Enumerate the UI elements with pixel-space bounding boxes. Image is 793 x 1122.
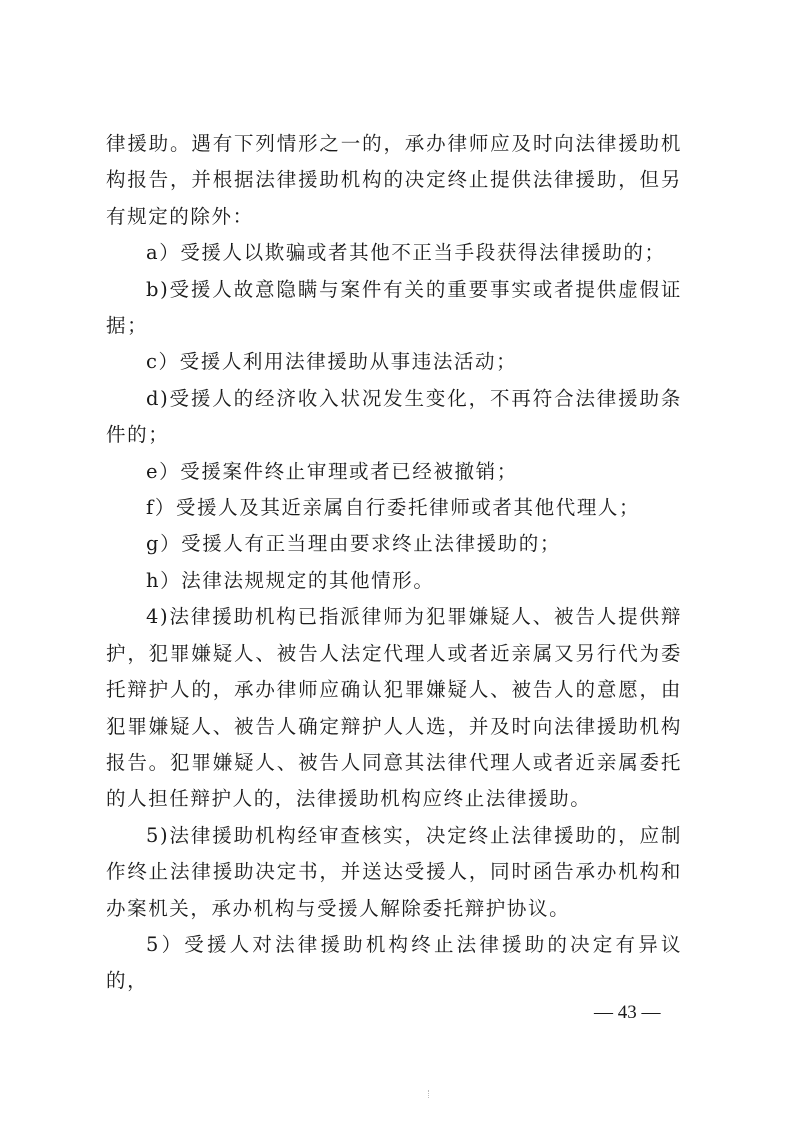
list-item-a: a）受援人以欺骗或者其他不正当手段获得法律援助的；	[146, 241, 666, 265]
list-item-f: f）受援人及其近亲属自行委托律师或者其他代理人；	[146, 496, 641, 520]
paragraph-clause-5: 5)法律援助机构经审查核实，决定终止法律援助的，应制作终止法律援助决定书，并送达受援人，同时函告承办机构和办案机关，承办机构与受援人解除委托辩护协议。	[106, 823, 682, 920]
paragraph-continuation: 律援助。遇有下列情形之一的，承办律师应及时向法律援助机构报告，并根据法律援助机构的决定终止提供法律援助，但另有规定的除外：	[106, 132, 682, 228]
list-item-d: d)受援人的经济收入状况发生变化，不再符合法律援助条件的；	[106, 386, 682, 447]
list-item-h: h）法律法规规定的其他情形。	[146, 568, 435, 592]
page-number: — 43 —	[594, 1002, 661, 1023]
paragraph-clause-5-objection: 5）受援人对法律援助机构终止法律援助的决定有异议的，	[106, 932, 682, 993]
document-body	[106, 126, 682, 1000]
list-item-e: e）受援案件终止审理或者已经被撤销；	[146, 459, 518, 483]
list-item-c: c）受援人利用法律援助从事违法活动；	[146, 350, 518, 374]
scan-artifact	[428, 1090, 430, 1098]
paragraph-clause-4: 4)法律援助机构已指派律师为犯罪嫌疑人、被告人提供辩护，犯罪嫌疑人、被告人法定代理人或者近亲属又另行代为委托辩护人的，承办律师应确认犯罪嫌疑人、被告人的意愿，由犯罪嫌疑人、被告人确定辩护人人选，并及时向法律援助机构报告。犯罪嫌疑人、被告人同意其法律代理人或者近亲属委托的人担任辩护人的，法律援助机构应终止法律援助。	[106, 605, 682, 811]
list-item-b: b)受援人故意隐瞒与案件有关的重要事实或者提供虚假证据；	[106, 277, 682, 338]
list-item-g: g）受援人有正当理由要求终止法律援助的；	[146, 532, 561, 556]
